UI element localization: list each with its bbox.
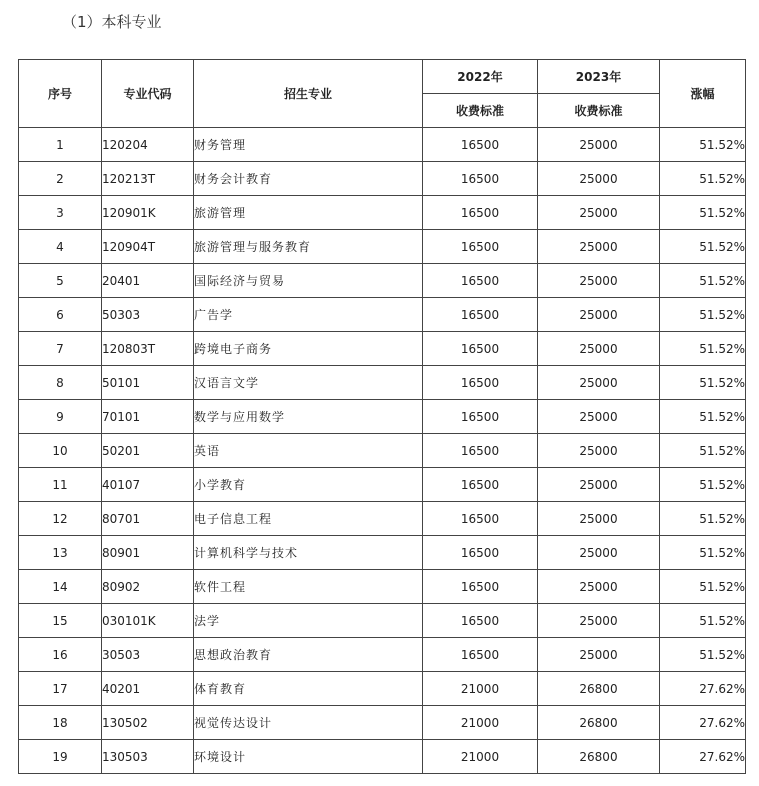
cell-fee-2023: 25000 bbox=[538, 162, 660, 196]
cell-index: 15 bbox=[19, 604, 102, 638]
header-row bbox=[19, 60, 746, 94]
table-body bbox=[19, 128, 746, 774]
cell-code: 20401 bbox=[102, 264, 194, 298]
cell-fee-2023: 25000 bbox=[538, 230, 660, 264]
cell-fee-2023: 25000 bbox=[538, 264, 660, 298]
header-code: 专业代码 bbox=[102, 60, 194, 128]
cell-code: 80701 bbox=[102, 502, 194, 536]
cell-major: 广告学 bbox=[194, 298, 423, 332]
cell-fee-2023: 26800 bbox=[538, 740, 660, 774]
section-heading: （1）本科专业 bbox=[62, 13, 162, 31]
cell-code: 40201 bbox=[102, 672, 194, 706]
table-row bbox=[19, 434, 746, 468]
cell-code: 030101K bbox=[102, 604, 194, 638]
cell-major: 法学 bbox=[194, 604, 423, 638]
table-row bbox=[19, 298, 746, 332]
cell-fee-2022: 16500 bbox=[423, 332, 538, 366]
cell-fee-2022: 16500 bbox=[423, 366, 538, 400]
cell-code: 120904T bbox=[102, 230, 194, 264]
cell-fee-2022: 16500 bbox=[423, 502, 538, 536]
cell-fee-2023: 25000 bbox=[538, 502, 660, 536]
cell-fee-2022: 16500 bbox=[423, 536, 538, 570]
cell-code: 50303 bbox=[102, 298, 194, 332]
cell-fee-2022: 16500 bbox=[423, 162, 538, 196]
cell-fee-2022: 21000 bbox=[423, 706, 538, 740]
cell-index: 13 bbox=[19, 536, 102, 570]
cell-fee-2023: 26800 bbox=[538, 706, 660, 740]
table-row bbox=[19, 468, 746, 502]
table-row bbox=[19, 230, 746, 264]
cell-major: 财务会计教育 bbox=[194, 162, 423, 196]
cell-fee-2023: 25000 bbox=[538, 434, 660, 468]
cell-fee-2023: 26800 bbox=[538, 672, 660, 706]
table-row bbox=[19, 604, 746, 638]
cell-code: 50201 bbox=[102, 434, 194, 468]
cell-fee-2022: 16500 bbox=[423, 434, 538, 468]
cell-code: 130502 bbox=[102, 706, 194, 740]
cell-major: 旅游管理 bbox=[194, 196, 423, 230]
header-year-2023: 2023年 bbox=[538, 60, 660, 94]
cell-code: 120204 bbox=[102, 128, 194, 162]
cell-rise: 51.52% bbox=[660, 298, 746, 332]
cell-major: 数学与应用数学 bbox=[194, 400, 423, 434]
table-row bbox=[19, 740, 746, 774]
cell-index: 14 bbox=[19, 570, 102, 604]
cell-index: 6 bbox=[19, 298, 102, 332]
header-fee-2023: 收费标准 bbox=[538, 94, 660, 128]
cell-fee-2023: 25000 bbox=[538, 332, 660, 366]
header-rise: 涨幅 bbox=[660, 60, 746, 128]
cell-index: 8 bbox=[19, 366, 102, 400]
cell-major: 英语 bbox=[194, 434, 423, 468]
header-year-2022: 2022年 bbox=[423, 60, 538, 94]
cell-rise: 51.52% bbox=[660, 604, 746, 638]
table-row bbox=[19, 638, 746, 672]
cell-fee-2022: 21000 bbox=[423, 740, 538, 774]
cell-code: 50101 bbox=[102, 366, 194, 400]
cell-index: 19 bbox=[19, 740, 102, 774]
cell-rise: 51.52% bbox=[660, 570, 746, 604]
cell-rise: 51.52% bbox=[660, 162, 746, 196]
cell-major: 视觉传达设计 bbox=[194, 706, 423, 740]
cell-rise: 51.52% bbox=[660, 434, 746, 468]
cell-fee-2022: 16500 bbox=[423, 264, 538, 298]
cell-rise: 51.52% bbox=[660, 536, 746, 570]
cell-fee-2022: 16500 bbox=[423, 468, 538, 502]
cell-rise: 51.52% bbox=[660, 332, 746, 366]
cell-fee-2022: 16500 bbox=[423, 570, 538, 604]
cell-fee-2023: 25000 bbox=[538, 570, 660, 604]
cell-index: 10 bbox=[19, 434, 102, 468]
cell-index: 16 bbox=[19, 638, 102, 672]
cell-major: 环境设计 bbox=[194, 740, 423, 774]
cell-fee-2023: 25000 bbox=[538, 298, 660, 332]
cell-rise: 51.52% bbox=[660, 264, 746, 298]
table-row bbox=[19, 400, 746, 434]
cell-major: 计算机科学与技术 bbox=[194, 536, 423, 570]
cell-code: 120901K bbox=[102, 196, 194, 230]
cell-fee-2022: 16500 bbox=[423, 230, 538, 264]
cell-rise: 51.52% bbox=[660, 638, 746, 672]
table-row bbox=[19, 264, 746, 298]
cell-code: 70101 bbox=[102, 400, 194, 434]
table-row bbox=[19, 672, 746, 706]
cell-major: 软件工程 bbox=[194, 570, 423, 604]
table-row bbox=[19, 706, 746, 740]
cell-major: 思想政治教育 bbox=[194, 638, 423, 672]
cell-fee-2023: 25000 bbox=[538, 604, 660, 638]
cell-rise: 51.52% bbox=[660, 366, 746, 400]
fee-table bbox=[18, 59, 746, 774]
cell-fee-2023: 25000 bbox=[538, 196, 660, 230]
cell-index: 5 bbox=[19, 264, 102, 298]
table-row bbox=[19, 366, 746, 400]
cell-index: 18 bbox=[19, 706, 102, 740]
cell-index: 12 bbox=[19, 502, 102, 536]
cell-rise: 51.52% bbox=[660, 128, 746, 162]
cell-rise: 27.62% bbox=[660, 740, 746, 774]
cell-major: 财务管理 bbox=[194, 128, 423, 162]
header-index: 序号 bbox=[19, 60, 102, 128]
cell-rise: 51.52% bbox=[660, 196, 746, 230]
cell-code: 120213T bbox=[102, 162, 194, 196]
cell-index: 4 bbox=[19, 230, 102, 264]
cell-rise: 51.52% bbox=[660, 230, 746, 264]
cell-index: 9 bbox=[19, 400, 102, 434]
cell-code: 30503 bbox=[102, 638, 194, 672]
cell-fee-2023: 25000 bbox=[538, 536, 660, 570]
cell-fee-2022: 16500 bbox=[423, 196, 538, 230]
header-fee-2022: 收费标准 bbox=[423, 94, 538, 128]
table-row bbox=[19, 196, 746, 230]
table-row bbox=[19, 536, 746, 570]
cell-fee-2022: 16500 bbox=[423, 604, 538, 638]
cell-fee-2022: 16500 bbox=[423, 128, 538, 162]
table-row bbox=[19, 128, 746, 162]
cell-fee-2022: 21000 bbox=[423, 672, 538, 706]
cell-fee-2023: 25000 bbox=[538, 400, 660, 434]
cell-rise: 27.62% bbox=[660, 706, 746, 740]
cell-fee-2023: 25000 bbox=[538, 366, 660, 400]
cell-fee-2022: 16500 bbox=[423, 638, 538, 672]
cell-code: 130503 bbox=[102, 740, 194, 774]
table-row bbox=[19, 332, 746, 366]
cell-index: 7 bbox=[19, 332, 102, 366]
cell-major: 小学教育 bbox=[194, 468, 423, 502]
cell-index: 3 bbox=[19, 196, 102, 230]
cell-code: 40107 bbox=[102, 468, 194, 502]
cell-rise: 51.52% bbox=[660, 502, 746, 536]
cell-code: 120803T bbox=[102, 332, 194, 366]
cell-index: 2 bbox=[19, 162, 102, 196]
table-row bbox=[19, 570, 746, 604]
cell-major: 国际经济与贸易 bbox=[194, 264, 423, 298]
cell-code: 80902 bbox=[102, 570, 194, 604]
cell-fee-2022: 16500 bbox=[423, 400, 538, 434]
header-major: 招生专业 bbox=[194, 60, 423, 128]
cell-major: 体育教育 bbox=[194, 672, 423, 706]
cell-fee-2023: 25000 bbox=[538, 638, 660, 672]
cell-index: 17 bbox=[19, 672, 102, 706]
cell-fee-2022: 16500 bbox=[423, 298, 538, 332]
table-row bbox=[19, 502, 746, 536]
cell-index: 1 bbox=[19, 128, 102, 162]
cell-rise: 51.52% bbox=[660, 400, 746, 434]
cell-code: 80901 bbox=[102, 536, 194, 570]
cell-major: 跨境电子商务 bbox=[194, 332, 423, 366]
cell-fee-2023: 25000 bbox=[538, 468, 660, 502]
cell-rise: 27.62% bbox=[660, 672, 746, 706]
cell-rise: 51.52% bbox=[660, 468, 746, 502]
table-row bbox=[19, 162, 746, 196]
cell-index: 11 bbox=[19, 468, 102, 502]
cell-fee-2023: 25000 bbox=[538, 128, 660, 162]
cell-major: 旅游管理与服务教育 bbox=[194, 230, 423, 264]
cell-major: 汉语言文学 bbox=[194, 366, 423, 400]
cell-major: 电子信息工程 bbox=[194, 502, 423, 536]
